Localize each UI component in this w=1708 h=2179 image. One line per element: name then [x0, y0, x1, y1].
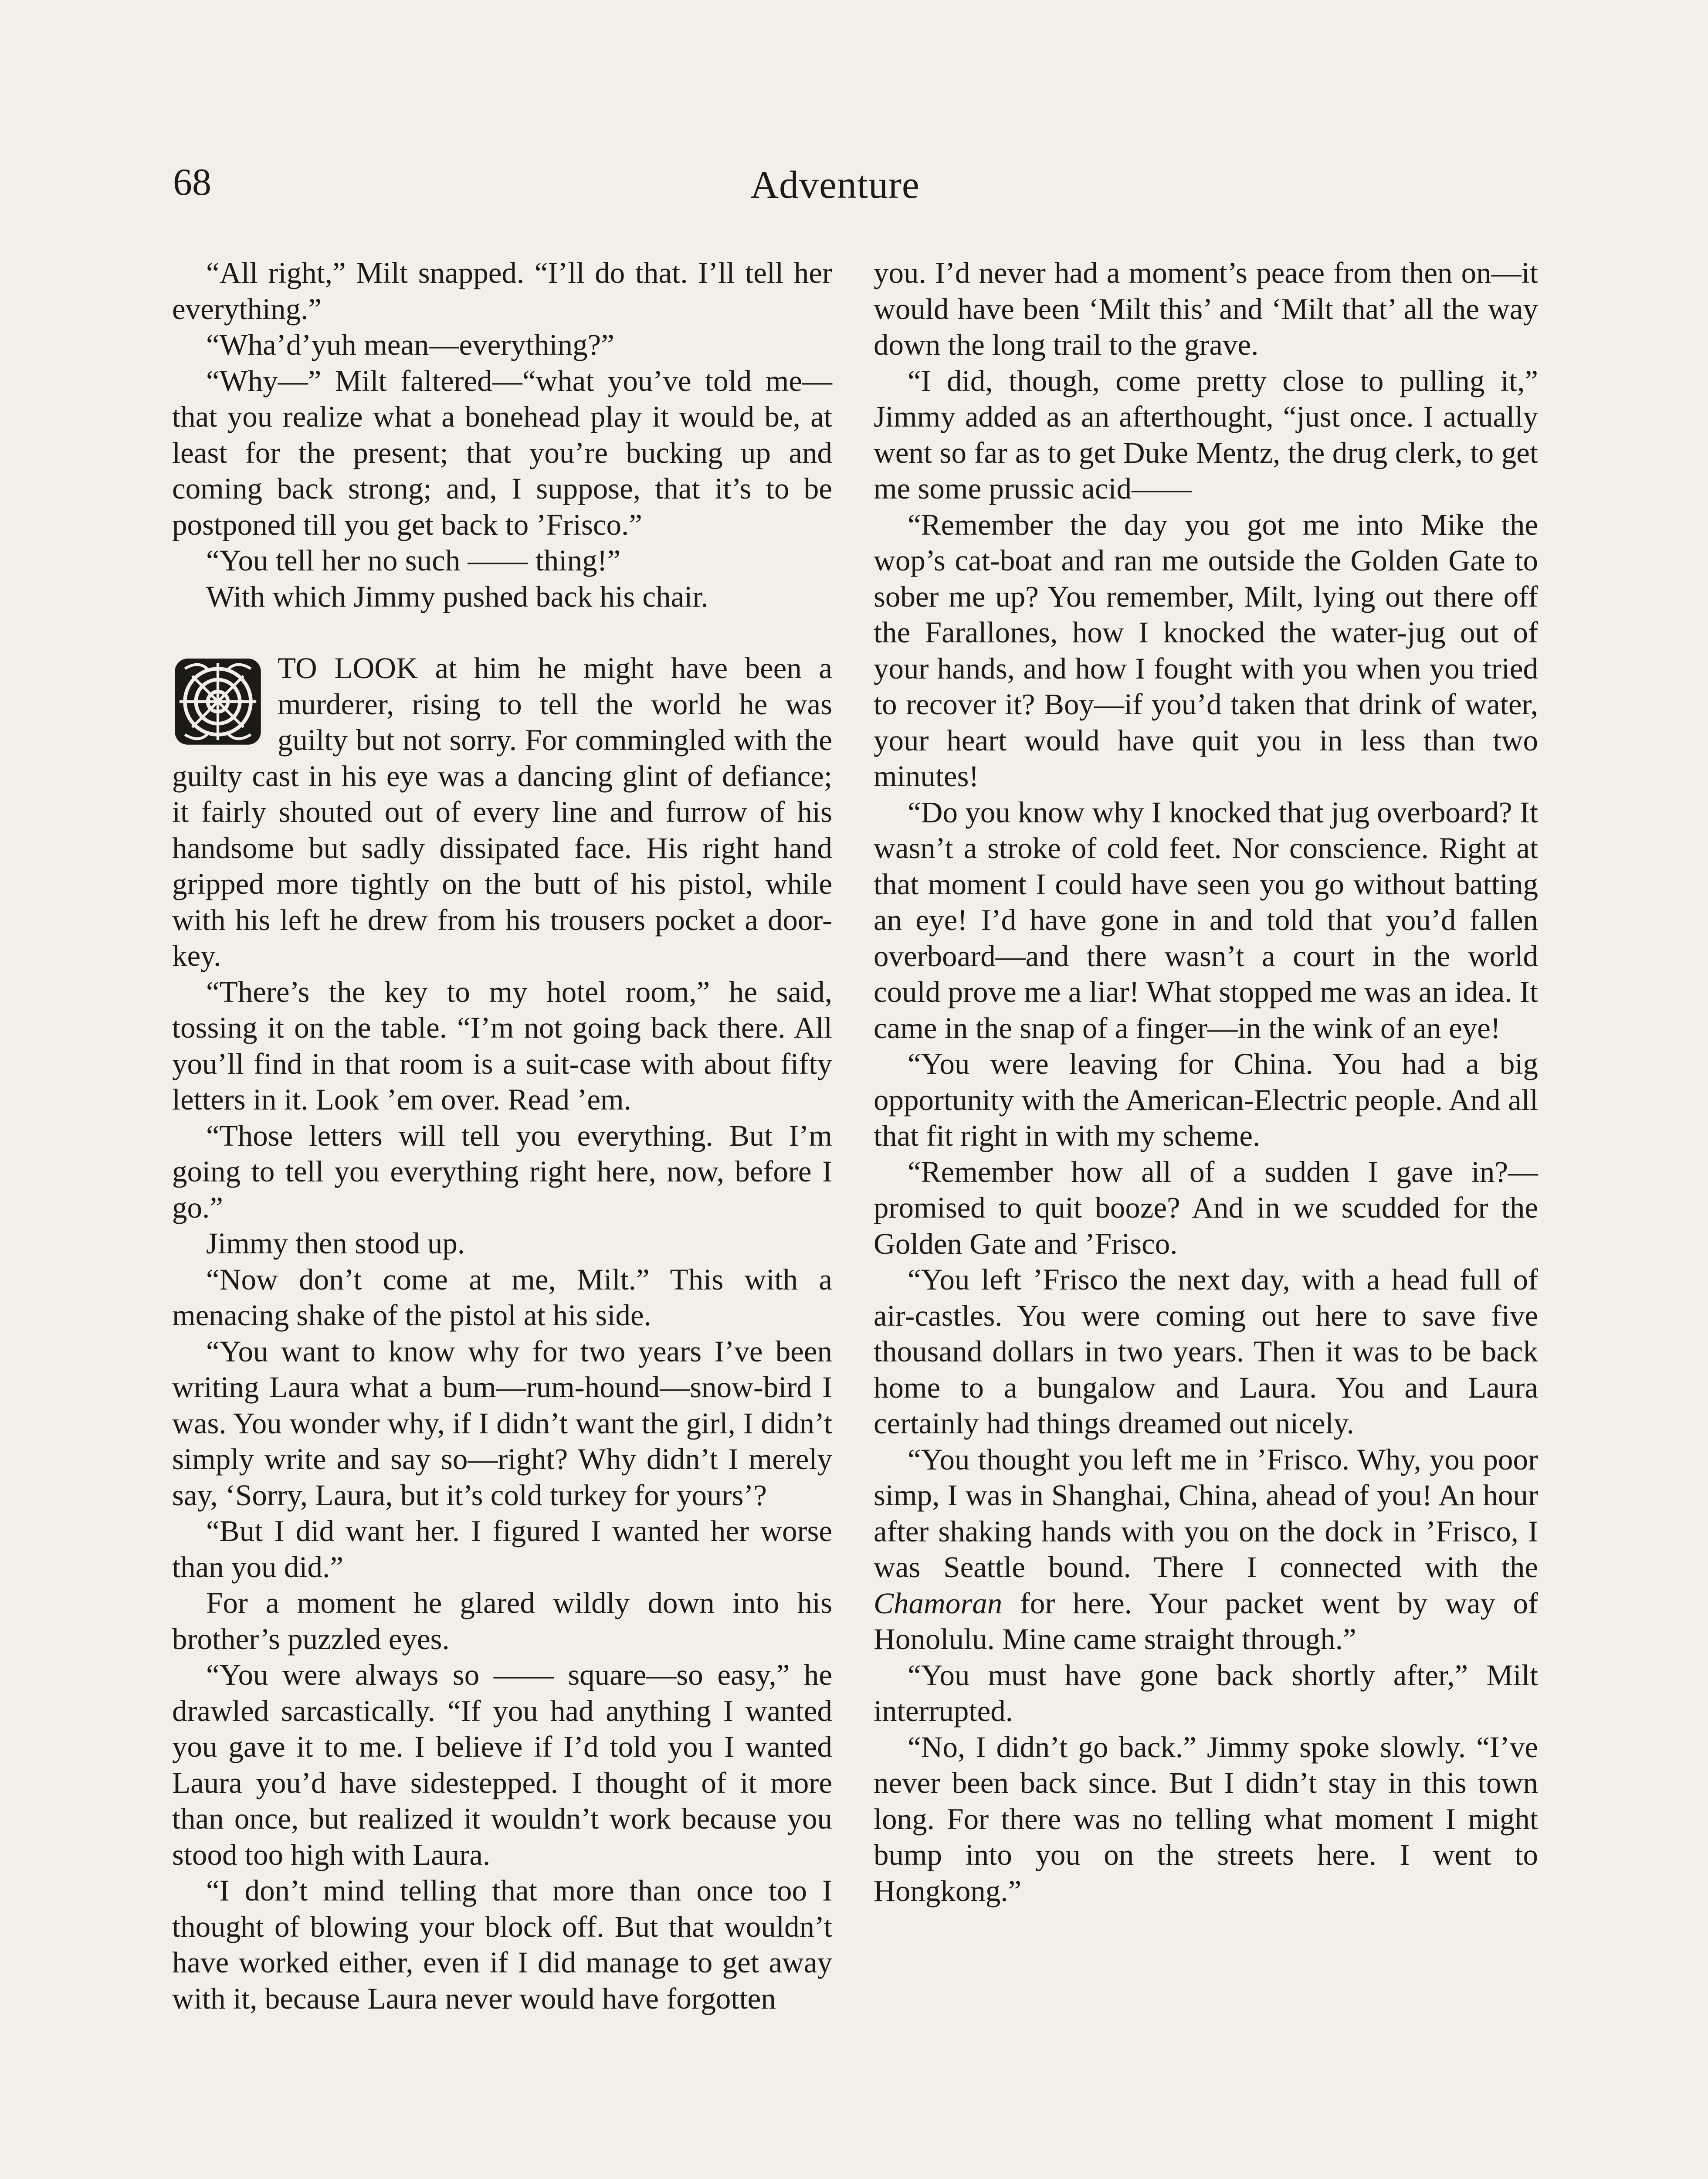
- left-column: [172, 255, 832, 2016]
- paragraph: With which Jimmy pushed back his chair.: [206, 580, 708, 613]
- paragraph: “Now don’t come at me, Milt.” This with a menacing shake of the pistol at his side.: [172, 1263, 832, 1332]
- paragraph: “You want to know why for two years I’ve been writing Laura what a bum—rum-hound—snow-bird I was. You wonder why, if I didn’t want the girl, I didn’t simply write and say so—right? Why didn’t I merely say, ‘Sorry, Laura, but it’s cold turkey for yours’?: [172, 1334, 832, 1512]
- paragraph: For a moment he glared wildly down into his brother’s puzzled eyes.: [172, 1586, 832, 1656]
- paragraph: “But I did want her. I figured I wanted her worse than you did.”: [172, 1514, 832, 1584]
- continued-paragraph: you. I’d never had a moment’s peace from then on—it would have been ‘Milt this’ and ‘Milt that’ all the way down the long trail to the grave.: [874, 256, 1538, 361]
- paragraph: “You must have gone back shortly after,” Milt interrupted.: [874, 1658, 1538, 1728]
- paragraph: “You tell her no such —— thing!”: [206, 544, 621, 577]
- ship-name: Chamoran: [874, 1586, 1003, 1620]
- paragraph: “Why—” Milt faltered—“what you’ve told me—that you realize what a bonehead play it would be, at least for the present; that you’re bucking up and coming back strong; and, I suppose, that it’s to be postponed till you get back to ’Frisco.”: [172, 364, 832, 541]
- paragraph: “Remember how all of a sudden I gave in?—promised to quit booze? And in we scudded for the Golden Gate and ’Frisco.: [874, 1155, 1538, 1260]
- section-opening-paragraph: [172, 650, 832, 974]
- running-head: Adventure: [750, 163, 920, 207]
- paragraph: “You were leaving for China. You had a big opportunity with the American-Electric people. And all that fit right in with my scheme.: [874, 1047, 1538, 1152]
- right-column: [874, 255, 1538, 1909]
- paragraph: “You left ’Frisco the next day, with a head full of air-castles. You were coming out here to save five thousand dollars in two years. Then it was to be back home to a bungalow and Laura. You and Laura certainly had things dreamed out nicely.: [874, 1263, 1538, 1440]
- paragraph: “Do you know why I knocked that jug overboard? It wasn’t a stroke of cold feet. Nor conscience. Right at that moment I could have seen you go without batting an eye! I’d have gone in and told that you’d fallen overboard—and there wasn’t a court in the world could prove me a liar! What stopped me was an idea. It came in the snap of a finger—in the wink of an eye!: [874, 795, 1538, 1045]
- paragraph: “Remember the day you got me into Mike the wop’s cat-boat and ran me outside the Golden Gate to sober me up? You remember, Milt, lying out there off the Farallones, how I knocked the water-jug out of your hands, and how I fought with you when you tried to recover it? Boy—if you’d taken that drink of water, your heart would have quit you in less than two minutes!: [874, 508, 1538, 793]
- paragraph: “Wha’d’yuh mean—everything?”: [206, 328, 614, 361]
- paragraph: “No, I didn’t go back.” Jimmy spoke slowly. “I’ve never been back since. But I didn’t stay in this town long. For there was no telling what moment I might bump into you on the streets here. I went to Hongkong.”: [874, 1730, 1538, 1907]
- section-opening-words: TO LOOK: [278, 652, 418, 685]
- paragraph: “I did, though, come pretty close to pulling it,” Jimmy added as an afterthought, “just once. I actually went so far as to get Duke Mentz, the drug clerk, to get me some prussic acid——: [874, 364, 1538, 505]
- paragraph: Jimmy then stood up.: [206, 1227, 465, 1260]
- page-number: 68: [173, 161, 211, 204]
- paragraph: “Those letters will tell you everything. But I’m going to tell you everything right here, now, before I go.”: [172, 1119, 832, 1224]
- paragraph: “There’s the key to my hotel room,” he said, tossing it on the table. “I’m not going back there. All you’ll find in that room is a suit-case with about fifty letters in it. Look ’em over. Read ’em.: [172, 975, 832, 1116]
- celtic-knot-ornament-icon: [172, 654, 268, 754]
- paragraph: “All right,” Milt snapped. “I’ll do that. I’ll tell her everything.”: [172, 256, 832, 326]
- paragraph-text: for here. Your packet went by way of Honolulu. Mine came straight through.”: [874, 1586, 1538, 1656]
- paragraph-text: “You thought you left me in ’Frisco. Why, you poor simp, I was in Shanghai, China, ahead of you! An hour after shaking hands with you on the dock in ’Frisco, I was Seattle bound. There I connected with the: [874, 1442, 1538, 1584]
- paragraph: “You were always so —— square—so easy,” he drawled sarcastically. “If you had anything I wanted you gave it to me. I believe if I’d told you I wanted Laura you’d have sidestepped. I thought of it more than once, but realized it wouldn’t work because you stood too high with Laura.: [172, 1658, 832, 1871]
- paragraph: “I don’t mind telling that more than once too I thought of blowing your block off. But that wouldn’t have worked either, even if I did manage to get away with it, because Laura never would have forgotten: [172, 1874, 832, 2015]
- paragraph: [874, 1442, 1538, 1657]
- paragraph-body: at him he might have been a murderer, rising to tell the world he was guilty but not sorry. For commingled with the guilty cast in his eye was a dancing glint of defiance; it fairly shouted out of every line and furrow of his handsome but sadly dissipated face. His right hand gripped more tightly on the butt of his pistol, while with his left he drew from his trousers pocket a door-key.: [172, 652, 833, 972]
